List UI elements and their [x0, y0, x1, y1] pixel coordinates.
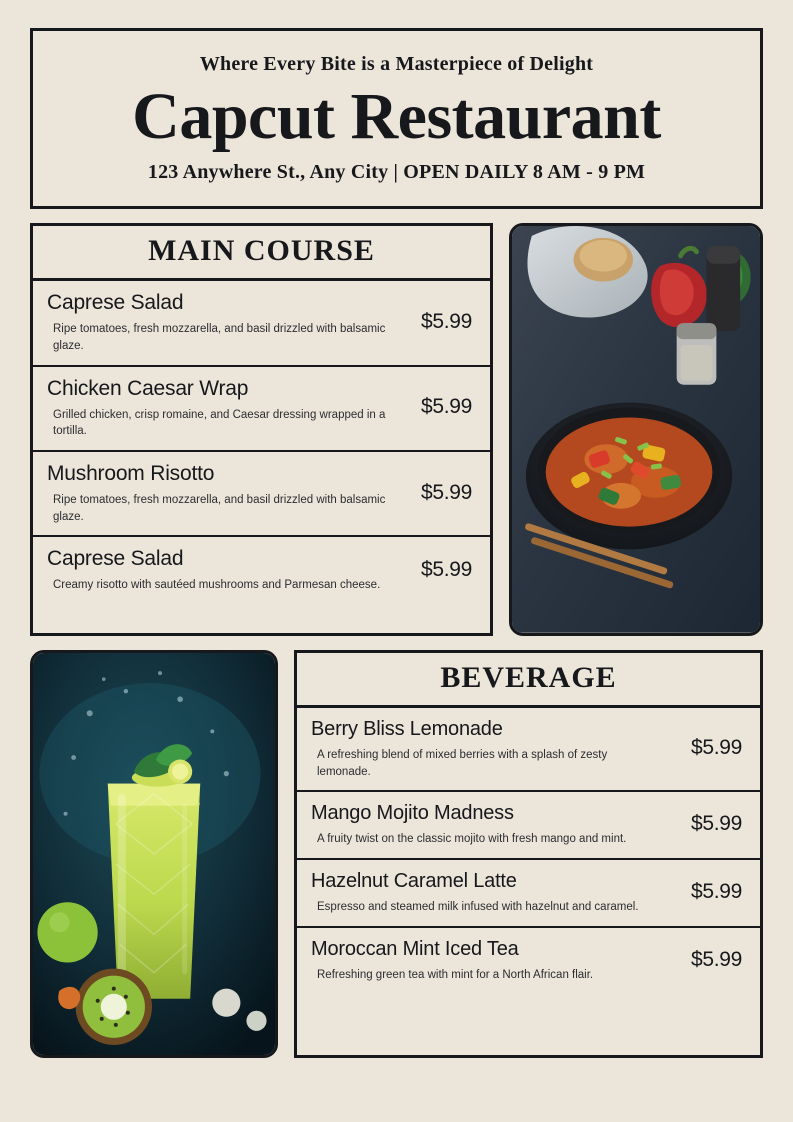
food-bowl-photo [509, 223, 763, 636]
item-price: $5.99 [690, 947, 742, 971]
item-price: $5.99 [420, 557, 472, 581]
beverage-items [297, 708, 760, 1055]
menu-item [33, 452, 490, 537]
main-course-title: MAIN COURSE [33, 226, 490, 281]
item-description: Ripe tomatoes, fresh mozzarella, and basil drizzled with balsamic glaze. [53, 493, 386, 523]
menu-item [33, 537, 490, 604]
item-price: $5.99 [420, 309, 472, 333]
item-price: $5.99 [690, 736, 742, 760]
item-name: Caprese Salad [47, 291, 184, 315]
address-hours: 123 Anywhere St., Any City | OPEN DAILY 8 AM - 9 PM [147, 161, 646, 184]
item-description: Grilled chicken, crisp romaine, and Caesar dressing wrapped in a tortilla. [53, 408, 386, 438]
item-name: Mushroom Risotto [47, 461, 215, 485]
item-name: Moroccan Mint Iced Tea [311, 937, 519, 960]
item-name: Hazelnut Caramel Latte [311, 870, 517, 893]
cocktail-photo [30, 650, 278, 1058]
item-price: $5.99 [420, 395, 472, 419]
menu-item [297, 708, 760, 792]
beverage-card [294, 650, 763, 1058]
item-description: A fruity twist on the classic mojito with fresh mango and mint. [317, 833, 627, 846]
item-price: $5.99 [690, 812, 742, 836]
item-description: Refreshing green tea with mint for a North African flair. [317, 968, 594, 981]
menu-item [297, 928, 760, 994]
main-course-items [33, 281, 490, 633]
item-price: $5.99 [690, 879, 742, 903]
tagline: Where Every Bite is a Masterpiece of Delight [199, 53, 594, 75]
item-description: Creamy risotto with sautéed mushrooms and Parmesan cheese. [53, 579, 381, 592]
beverage-row [30, 650, 763, 1058]
menu-item [297, 792, 760, 860]
item-description: Espresso and steamed milk infused with hazelnut and caramel. [317, 901, 639, 914]
menu-item [33, 281, 490, 366]
item-name: Berry Bliss Lemonade [311, 718, 503, 741]
item-price: $5.99 [420, 480, 472, 504]
menu-item [33, 367, 490, 452]
main-course-card [30, 223, 493, 636]
item-description: A refreshing blend of mixed berries with a splash of zesty lemonade. [317, 749, 608, 778]
main-course-row [30, 223, 763, 636]
item-name: Chicken Caesar Wrap [47, 376, 249, 400]
restaurant-name: Capcut Restaurant [132, 80, 661, 153]
menu-item [297, 860, 760, 928]
item-name: Mango Mojito Madness [311, 802, 514, 825]
item-name: Caprese Salad [47, 547, 184, 571]
header-block [30, 28, 763, 209]
beverage-title: BEVERAGE [297, 653, 760, 708]
item-description: Ripe tomatoes, fresh mozzarella, and basil drizzled with balsamic glaze. [53, 323, 386, 352]
